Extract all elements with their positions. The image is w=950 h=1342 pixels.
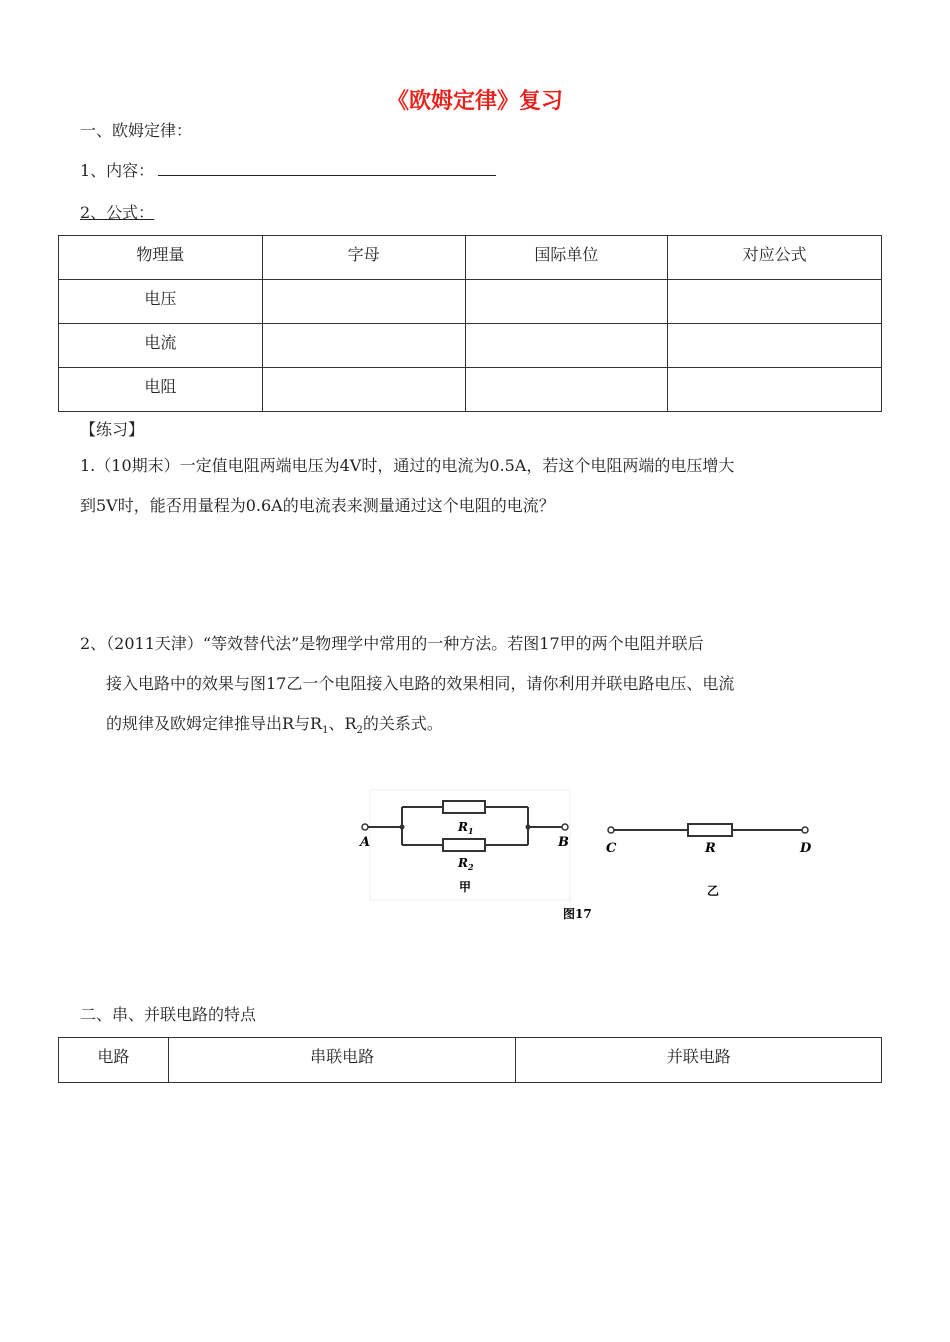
content-blank	[158, 159, 496, 176]
label-yi: 乙	[707, 884, 720, 898]
question-2	[80, 624, 880, 751]
question-2-line-2: 接入电路中的效果与图17乙一个电阻接入电路的效果相同，请你利用并联电路电压、电流	[106, 674, 735, 693]
label-c: C	[606, 841, 617, 856]
formula-label: 2、公式：	[80, 203, 155, 222]
table-header: 串联电路	[168, 1038, 516, 1083]
figure-caption: 图17	[563, 907, 592, 921]
table-cell: 电阻	[59, 368, 263, 412]
table-cell	[465, 324, 668, 368]
question-2-line-1: 2、（2011天津）“等效替代法”是物理学中常用的一种方法。若图17甲的两个电阻并联后	[80, 634, 704, 653]
table-header: 电路	[59, 1038, 169, 1083]
circuit-yi	[611, 824, 805, 836]
table-header: 并联电路	[516, 1038, 882, 1083]
terminal-d	[802, 827, 808, 833]
label-b: B	[558, 835, 569, 850]
table-row	[59, 280, 882, 324]
resistor-r2	[443, 839, 485, 851]
table-header: 对应公式	[668, 236, 882, 280]
table-cell: 电压	[59, 280, 263, 324]
figure-17	[345, 775, 845, 945]
node-right	[526, 825, 531, 830]
resistor-r1	[443, 801, 485, 813]
page-title: 《欧姆定律》复习	[386, 89, 563, 114]
terminal-a	[362, 824, 368, 830]
label-d: D	[800, 841, 812, 856]
quantity-table	[58, 235, 882, 412]
table-row	[59, 324, 882, 368]
resistor-r	[688, 824, 732, 836]
table-cell	[262, 368, 465, 412]
question-1	[80, 446, 880, 526]
question-2-line-3: 的规律及欧姆定律推导出R与$R_1$、$R_2$的关系式。	[106, 714, 443, 737]
question-1-line-2: 到5V时，能否用量程为0.6A的电流表来测量通过这个电阻的电流？	[80, 496, 555, 515]
section1-heading: 一、欧姆定律：	[80, 121, 193, 140]
table-header: 字母	[262, 236, 465, 280]
content-label: 1、内容：	[80, 161, 155, 180]
label-r: R	[705, 841, 716, 856]
table-cell	[262, 324, 465, 368]
table-cell: 电流	[59, 324, 263, 368]
terminal-c	[608, 827, 614, 833]
table-header-row	[59, 236, 882, 280]
table-row	[59, 368, 882, 412]
table-cell	[262, 280, 465, 324]
question-1-line-1: 1.（10期末）一定值电阻两端电压为4V时，通过的电流为0.5A，若这个电阻两端的电压增大	[80, 456, 735, 475]
terminal-b	[562, 824, 568, 830]
content-line	[80, 158, 496, 181]
table-cell	[465, 280, 668, 324]
label-r2: $R_2$	[458, 856, 474, 872]
practice-label: 【练习】	[80, 420, 145, 439]
node-left	[400, 825, 405, 830]
table-header-row	[59, 1038, 882, 1083]
table-cell	[668, 368, 882, 412]
circuit-table	[58, 1037, 882, 1083]
table-cell	[465, 368, 668, 412]
table-header: 国际单位	[465, 236, 668, 280]
label-r1: $R_1$	[458, 820, 474, 836]
table-cell	[668, 280, 882, 324]
table-cell	[668, 324, 882, 368]
label-jia: 甲	[459, 880, 472, 894]
label-a: A	[360, 835, 371, 850]
section2-heading: 二、串、并联电路的特点	[80, 1005, 257, 1024]
table-header: 物理量	[59, 236, 263, 280]
